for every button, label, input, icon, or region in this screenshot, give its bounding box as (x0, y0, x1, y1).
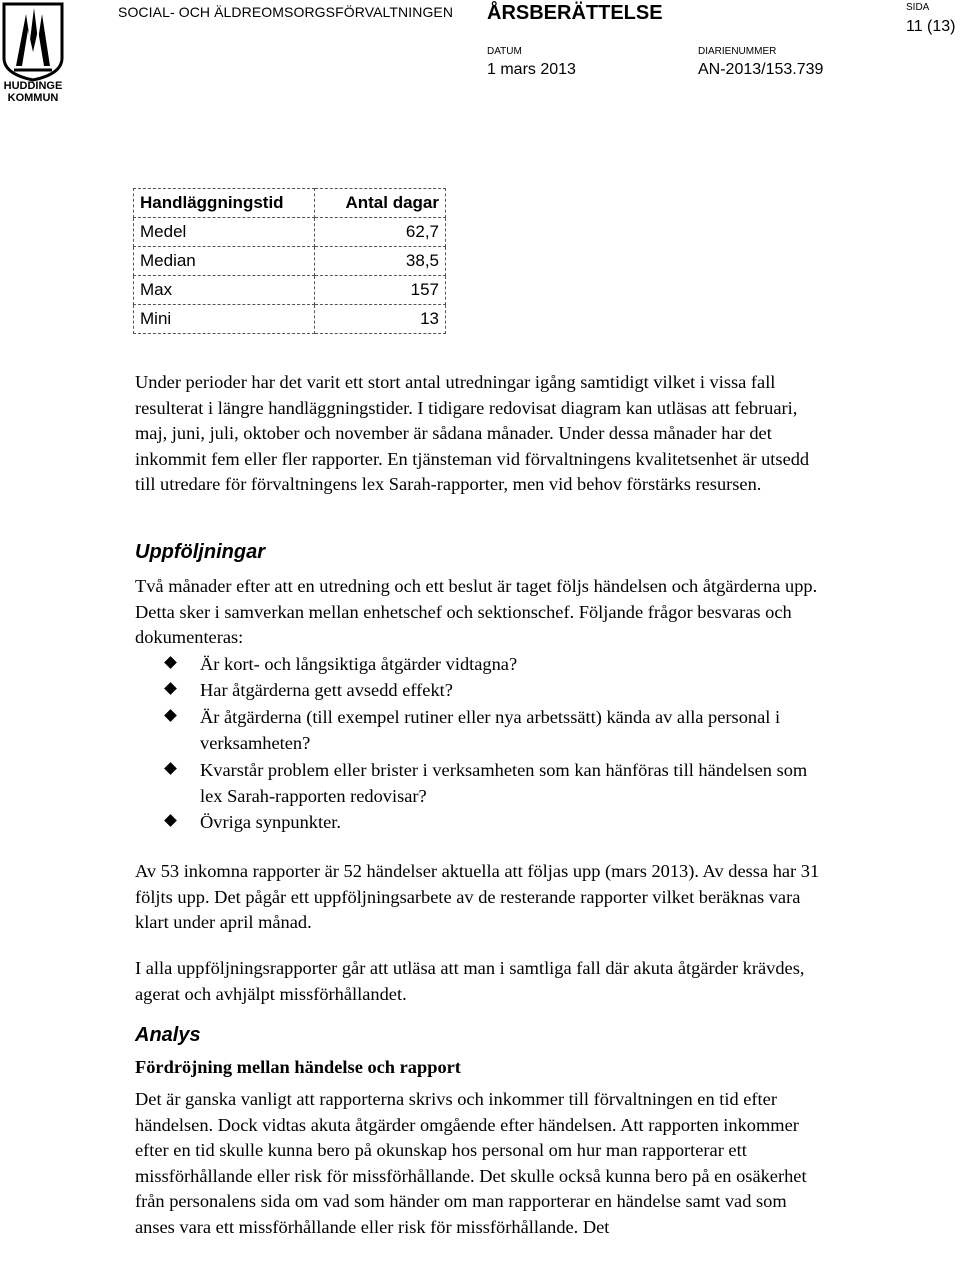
list-item: Övriga synpunkter. (135, 809, 825, 835)
logo-text: HUDDINGE KOMMUN (3, 80, 63, 104)
table-cell: Mini (134, 305, 315, 334)
date-label: DATUM (487, 46, 522, 57)
table-cell: Medel (134, 218, 315, 247)
table-cell: 38,5 (315, 247, 446, 276)
paragraph-follow-up: Två månader efter att en utredning och ett beslut är taget följs händelsen och åtgärderna upp. Detta sker i samverkan mellan enhetschef och sektionschef. Följande frågor besvaras och dokumenteras: (135, 576, 818, 648)
list-item: Är åtgärderna (till exempel rutiner eller nya arbetssätt) kända av alla personal i verksamheten? (135, 704, 825, 757)
table-row (134, 305, 446, 334)
table-cell: Max (134, 276, 315, 305)
paragraph-report-status: Av 53 inkomna rapporter är 52 händelser aktuella att följas upp (mars 2013). Av dessa har 31 följts upp. Det pågår ett uppföljningsarbete av de resterande rapporter vilket beräknas vara klart under april månad. (135, 861, 820, 933)
heading-analys: Analys (135, 1024, 201, 1046)
diary-number-label: DIARIENUMMER (698, 46, 777, 57)
page-label: SIDA (906, 2, 930, 13)
table-cell: Median (134, 247, 315, 276)
list-item: Kvarstår problem eller brister i verksamheten som kan hänföras till händelsen som lex Sarah-rapporten redovisar? (135, 757, 825, 810)
table-cell: 157 (315, 276, 446, 305)
paragraph-delay-analysis: Det är ganska vanligt att rapporterna skrivs och inkommer till förvaltningen en tid efter händelsen. Dock vidtas akuta åtgärder omgående efter händelsen. Att rapporten inkommer efter en tid skulle kunna bero på okunskap hos personal om hur man rapporterar ett missförhållande eller risk för missförhållande. Det skulle också kunna bero på en osäkerhet från personalens sida om vad som händer om man rapporterar en händelse samt vad som anses vara ett missförhållande eller risk för missförhållande. Det (135, 1089, 807, 1237)
table-header-cell: Antal dagar (315, 189, 446, 218)
table-cell: 13 (315, 305, 446, 334)
list-item: Är kort- och långsiktiga åtgärder vidtagna? (135, 651, 825, 677)
list-item: Har åtgärderna gett avsedd effekt? (135, 677, 825, 703)
subheading-delay: Fördröjning mellan händelse och rapport (135, 1057, 461, 1077)
paragraph-actions: I alla uppföljningsrapporter går att utläsa att man i samtliga fall där akuta åtgärder krävdes, agerat och avhjälpt missförhållandet. (135, 958, 805, 1004)
heading-uppfoljningar: Uppföljningar (135, 541, 265, 563)
document-title: ÅRSBERÄTTELSE (487, 2, 663, 24)
table-header-row (134, 189, 446, 218)
table-cell: 62,7 (315, 218, 446, 247)
table-row (134, 247, 446, 276)
table-row (134, 276, 446, 305)
table-header-cell: Handläggningstid (134, 189, 315, 218)
diary-number-value: AN-2013/153.739 (698, 61, 824, 78)
date-value: 1 mars 2013 (487, 61, 576, 78)
follow-up-question-list (135, 651, 825, 836)
page-number: 11 (13) (906, 18, 956, 35)
processing-time-table (133, 188, 446, 334)
table-row (134, 218, 446, 247)
paragraph-processing-times: Under perioder har det varit ett stort antal utredningar igång samtidigt vilket i vissa fall resulterat i längre handläggningstider. I tidigare redovisat diagram kan utläsas att februari, maj, juni, juli, oktober och november är sådana månader. Under dessa månader har det inkommit fem eller fler rapporter. En tjänsteman vid förvaltningens kvalitetsenhet är utsedd till utredare för förvaltningens lex Sarah-rapporter, men vid behov förstärks resursen. (135, 372, 810, 495)
department-name: SOCIAL- OCH ÄLDREOMSORGSFÖRVALTNINGEN (118, 4, 454, 20)
